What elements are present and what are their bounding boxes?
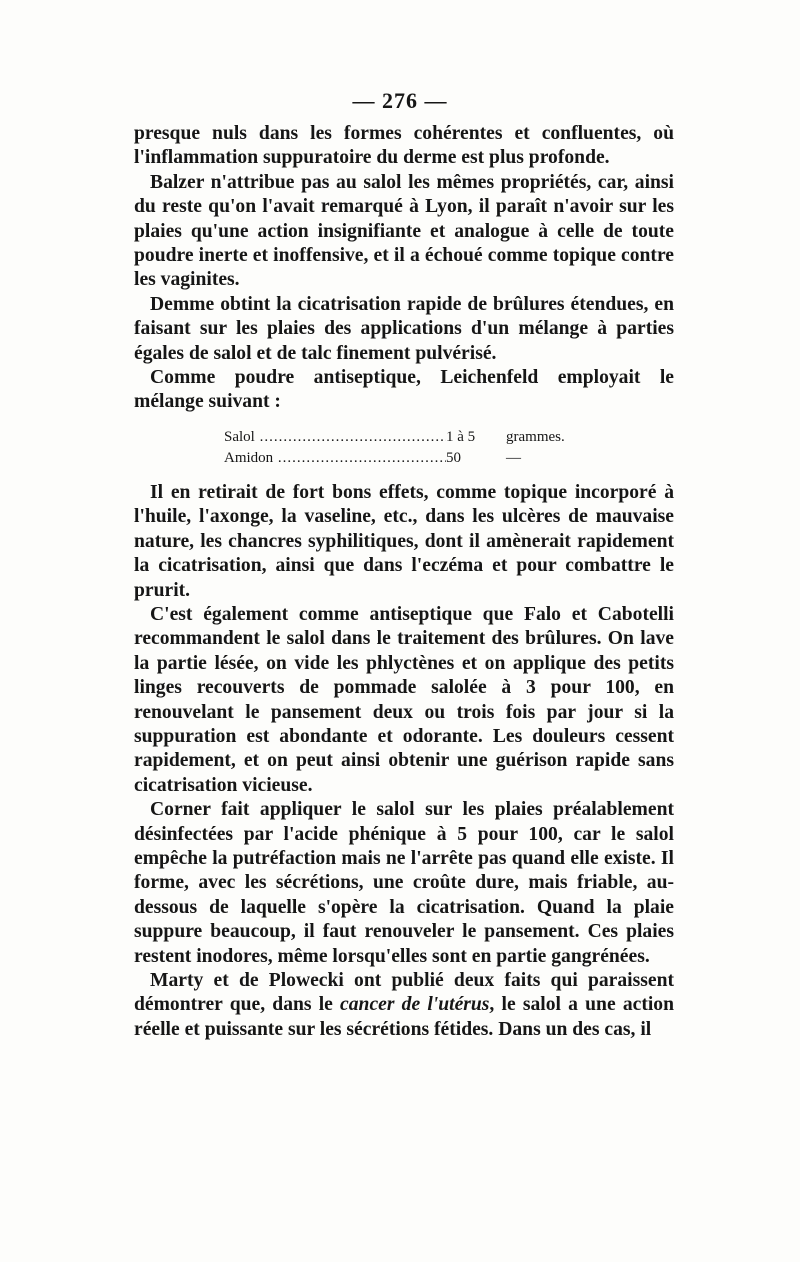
paragraph-demme: Demme obtint la cicatrisation rapide de brûlures étendues, en faisant sur les plaies des applications d'un mélange à parties égales de salol et de talc finement pulvérisé.	[134, 293, 674, 364]
text-run: Marty et de Plowecki ont publié deux faits qui paraissent démontrer que, dans le	[134, 970, 674, 1016]
page-number: — 276 —	[352, 88, 448, 113]
recipe-ingredient: Salol .....	[224, 427, 446, 448]
recipe-formula	[224, 427, 674, 469]
paragraph-falo: C'est également comme antiseptique que Falo et Cabotelli recommandent le salol dans le traitement des brûlures. On lave la partie lésée, on vide les phlyctènes et on applique des petits linges recouverts de pommade salolée à 3 pour 100, en renouvelant le pansement deux ou trois fois par jour si la suppuration est abondante et odorante. Les douleurs cessent rapidement, et on peut ainsi obtenir une guérison rapide sans cicatrisation vicieuse.	[134, 603, 674, 796]
recipe-row	[224, 448, 674, 469]
recipe-unit: —	[506, 449, 521, 466]
paragraph-continuation: presque nuls dans les formes cohérentes et confluentes, où l'inflammation suppuratoire du derme est plus profonde.	[134, 123, 674, 169]
recipe-row	[224, 427, 674, 448]
paragraph-balzer: Balzer n'attribue pas au salol les mêmes propriétés, car, ainsi du reste qu'on l'avait remarqué à Lyon, il paraît n'avoir sur les plaies qu'une action insignifiante et analogue à celle de toute poudre inerte et inoffensive, et il a échoué comme topique contre les vaginites.	[134, 171, 674, 291]
recipe-unit: grammes.	[506, 428, 565, 445]
recipe-ingredient: Amidon .....	[224, 448, 446, 469]
paragraph-marty	[134, 969, 674, 1042]
text-run: , le salol a une action réelle et puissante sur les sécrétions fétides. Dans un des cas, il	[134, 994, 674, 1040]
italic-term: cancer de l'utérus	[340, 994, 490, 1016]
recipe-quantity: 1 à 5	[446, 428, 476, 445]
body-text	[134, 122, 674, 1042]
paragraph-leichenfeld: Comme poudre antiseptique, Leichenfeld employait le mélange suivant :	[134, 367, 674, 413]
paragraph-corner: Corner fait appliquer le salol sur les plaies préalablement désinfectées par l'acide phénique à 5 pour 100, car le salol empêche la putréfaction mais ne l'arrête pas quand elle existe. Il forme, avec les sécrétions, une croûte dure, mais friable, au-dessous de laquelle s'opère la cicatrisation. Quand la plaie suppure beaucoup, il faut renouveler le pansement. Ces plaies restent inodores, même lorsqu'elles sont en partie gangrénées.	[134, 799, 674, 967]
recipe-quantity: 50	[446, 449, 461, 466]
paragraph-effects: Il en retirait de fort bons effets, comme topique incorporé à l'huile, l'axonge, la vaseline, etc., dans les ulcères de mauvaise nature, les chancres syphilitiques, dont il amènerait rapidement la cicatrisation, ainsi que dans l'eczéma et pour combattre le prurit.	[134, 481, 674, 601]
